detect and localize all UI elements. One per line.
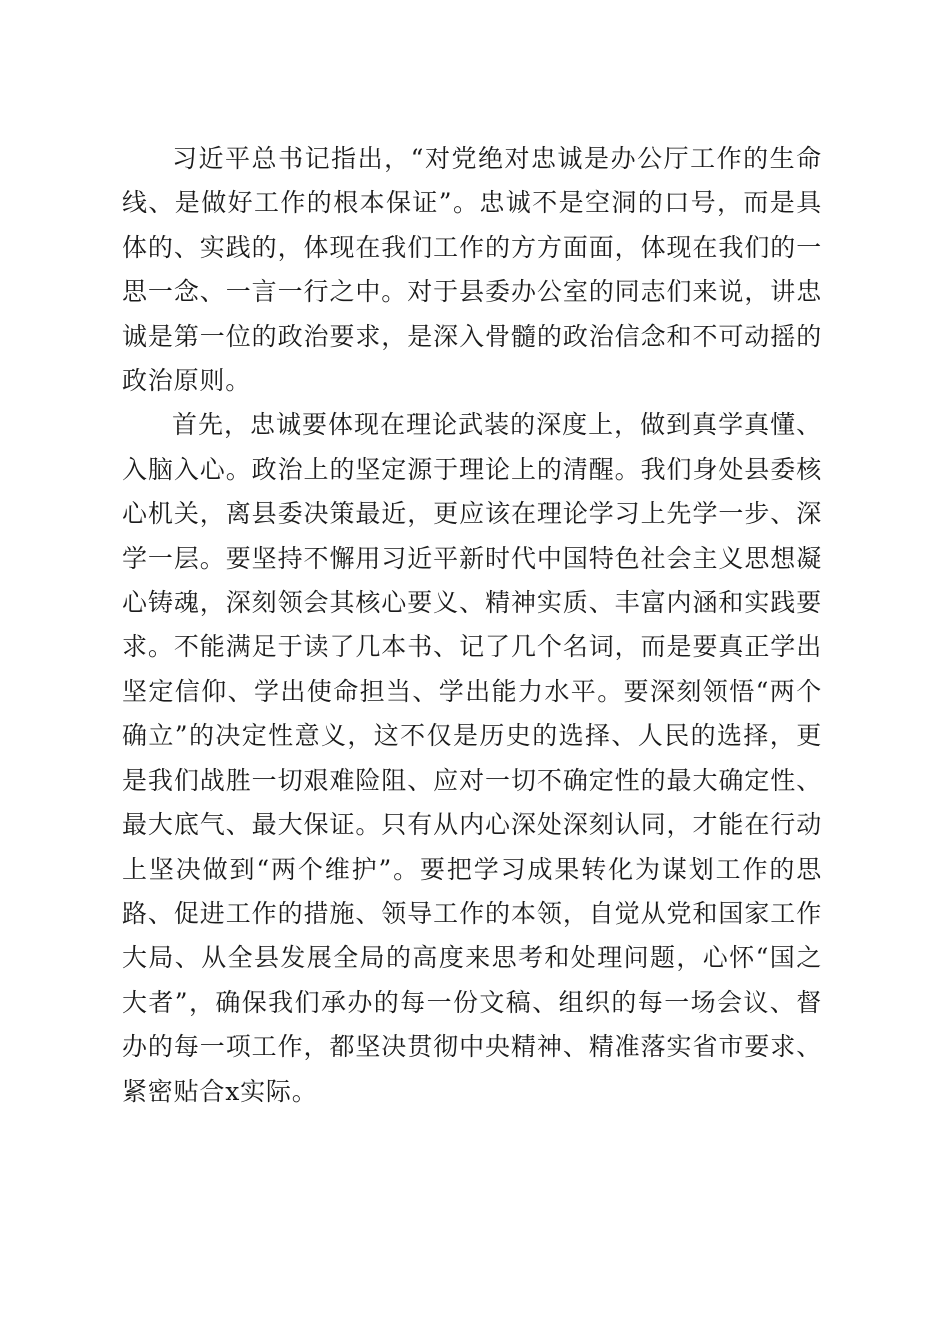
paragraph-2: 首先，忠诚要体现在理论武装的深度上，做到真学真懂、入脑入心。政治上的坚定源于理论上的清醒。我们身处县委核心机关，离县委决策最近，更应该在理论学习上先学一步、深学一层。要坚持不懈用习近平新时代中国特色社会主义思想凝心铸魂，深刻领会其核心要义、精神实质、丰富内涵和实践要求。不能满足于读了几本书、记了几个名词，而是要真正学出坚定信仰、学出使命担当、学出能力水平。要深刻领悟“两个确立”的决定性意义，这不仅是历史的选择、人民的选择，更是我们战胜一切艰难险阻、应对一切不确定性的最大确定性、最大底气、最大保证。只有从内心深处深刻认同，才能在行动上坚决做到“两个维护”。要把学习成果转化为谋划工作的思路、促进工作的措施、领导工作的本领，自觉从党和国家工作大局、从全县发展全局的高度来思考和处理问题，心怀“国之大者”，确保我们承办的每一份文稿、组织的每一场会议、督办的每一项工作，都坚决贯彻中央精神、精准落实省市要求、紧密贴合x实际。 xyxy=(122,410,822,1106)
document-body xyxy=(122,137,822,1114)
paragraph-1: 习近平总书记指出，“对党绝对忠诚是办公厅工作的生命线、是做好工作的根本保证”。忠诚不是空洞的口号，而是具体的、实践的，体现在我们工作的方方面面，体现在我们的一思一念、一言一行之中。对于县委办公室的同志们来说，讲忠诚是第一位的政治要求，是深入骨髓的政治信念和不可动摇的政治原则。 xyxy=(122,144,822,396)
